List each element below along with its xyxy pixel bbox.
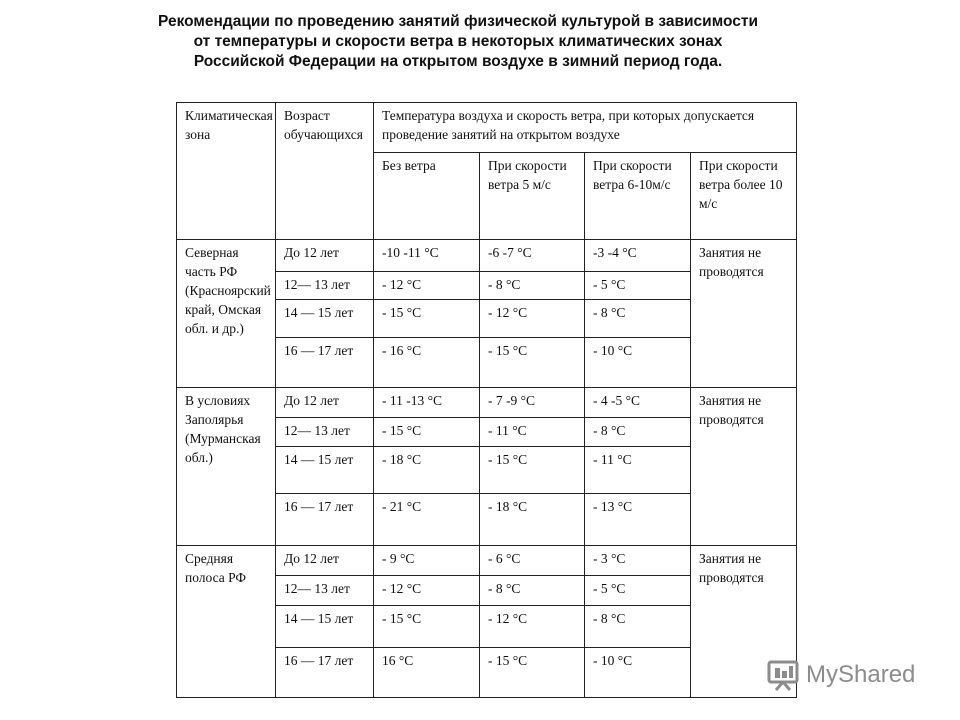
header-row <box>177 103 797 153</box>
age-cell: 14 — 15 лет <box>276 446 374 493</box>
temperature-cell: - 18 °С <box>480 493 585 545</box>
temperature-cell: - 21 °С <box>374 493 480 545</box>
zone-name: Северная часть РФ (Красноярский край, Омская обл. и др.) <box>177 240 276 388</box>
temperature-cell: - 12 °С <box>374 575 480 605</box>
header-age: Возраст обучающихся <box>276 103 374 240</box>
age-cell: До 12 лет <box>276 545 374 575</box>
header-no-wind: Без ветра <box>374 153 480 240</box>
age-cell: 12— 13 лет <box>276 417 374 446</box>
age-cell: До 12 лет <box>276 240 374 272</box>
temperature-cell: - 5 °С <box>585 272 691 300</box>
temperature-cell: - 12 °С <box>374 272 480 300</box>
temperature-cell: - 15 °С <box>374 605 480 647</box>
no-classes-note: Занятия не проводятся <box>691 388 797 545</box>
temperature-cell: - 3 °С <box>585 545 691 575</box>
temperature-cell: - 8 °С <box>585 417 691 446</box>
temperature-cell: - 15 °С <box>374 300 480 338</box>
age-cell: 12— 13 лет <box>276 575 374 605</box>
age-cell: 16 — 17 лет <box>276 493 374 545</box>
no-classes-note: Занятия не проводятся <box>691 240 797 388</box>
temperature-cell: - 13 °С <box>585 493 691 545</box>
document-title: Рекомендации по проведению занятий физической культурой в зависимости от температуры и скорости ветра в некоторых климатических зонах Российской Федерации на открытом воздухе в зимний период года. <box>158 13 758 70</box>
temperature-table <box>176 102 797 698</box>
temperature-cell: - 15 °С <box>480 446 585 493</box>
header-wind-over-10: При скорости ветра более 10 м/с <box>691 153 797 240</box>
table-row <box>177 388 797 417</box>
header-conditions: Температура воздуха и скорость ветра, при которых допускается проведение занятий на открытом воздухе <box>374 103 797 153</box>
age-cell: 14 — 15 лет <box>276 300 374 338</box>
temperature-cell: -3 -4 °С <box>585 240 691 272</box>
temperature-cell: - 16 °С <box>374 338 480 388</box>
temperature-cell: - 10 °С <box>585 647 691 697</box>
watermark-text: MyShared <box>806 661 916 688</box>
age-cell: До 12 лет <box>276 388 374 417</box>
table-row <box>177 545 797 575</box>
temperature-cell: - 4 -5 °С <box>585 388 691 417</box>
temperature-cell: - 15 °С <box>480 338 585 388</box>
zone-name: В условиях Заполярья (Мурманская обл.) <box>177 388 276 545</box>
temperature-cell: - 11 -13 °С <box>374 388 480 417</box>
temperature-cell: - 10 °С <box>585 338 691 388</box>
temperature-cell: - 5 °С <box>585 575 691 605</box>
temperature-cell: - 8 °С <box>480 272 585 300</box>
temperature-cell: - 7 -9 °С <box>480 388 585 417</box>
temperature-cell: - 12 °С <box>480 300 585 338</box>
temperature-cell: -10 -11 °С <box>374 240 480 272</box>
temperature-cell: - 8 °С <box>585 605 691 647</box>
header-wind-6-10: При скорости ветра 6-10м/с <box>585 153 691 240</box>
age-cell: 14 — 15 лет <box>276 605 374 647</box>
table-row <box>177 240 797 272</box>
temperature-cell: -6 -7 °С <box>480 240 585 272</box>
temperature-cell: - 18 °С <box>374 446 480 493</box>
temperature-cell: - 11 °С <box>480 417 585 446</box>
temperature-cell: - 15 °С <box>480 647 585 697</box>
temperature-cell: - 11 °С <box>585 446 691 493</box>
watermark <box>766 655 915 695</box>
temperature-cell: - 8 °С <box>585 300 691 338</box>
age-cell: 16 — 17 лет <box>276 338 374 388</box>
no-classes-note: Занятия не проводятся <box>691 545 797 697</box>
temperature-cell: - 15 °С <box>374 417 480 446</box>
temperature-cell: - 12 °С <box>480 605 585 647</box>
temperature-cell: - 8 °С <box>480 575 585 605</box>
temperature-cell: - 6 °С <box>480 545 585 575</box>
temperature-cell: - 9 °С <box>374 545 480 575</box>
presentation-icon <box>766 658 800 692</box>
header-zone: Климатическая зона <box>177 103 276 240</box>
zone-name: Средняя полоса РФ <box>177 545 276 697</box>
header-wind-5: При скорости ветра 5 м/с <box>480 153 585 240</box>
temperature-cell: 16 °С <box>374 647 480 697</box>
age-cell: 16 — 17 лет <box>276 647 374 697</box>
age-cell: 12— 13 лет <box>276 272 374 300</box>
